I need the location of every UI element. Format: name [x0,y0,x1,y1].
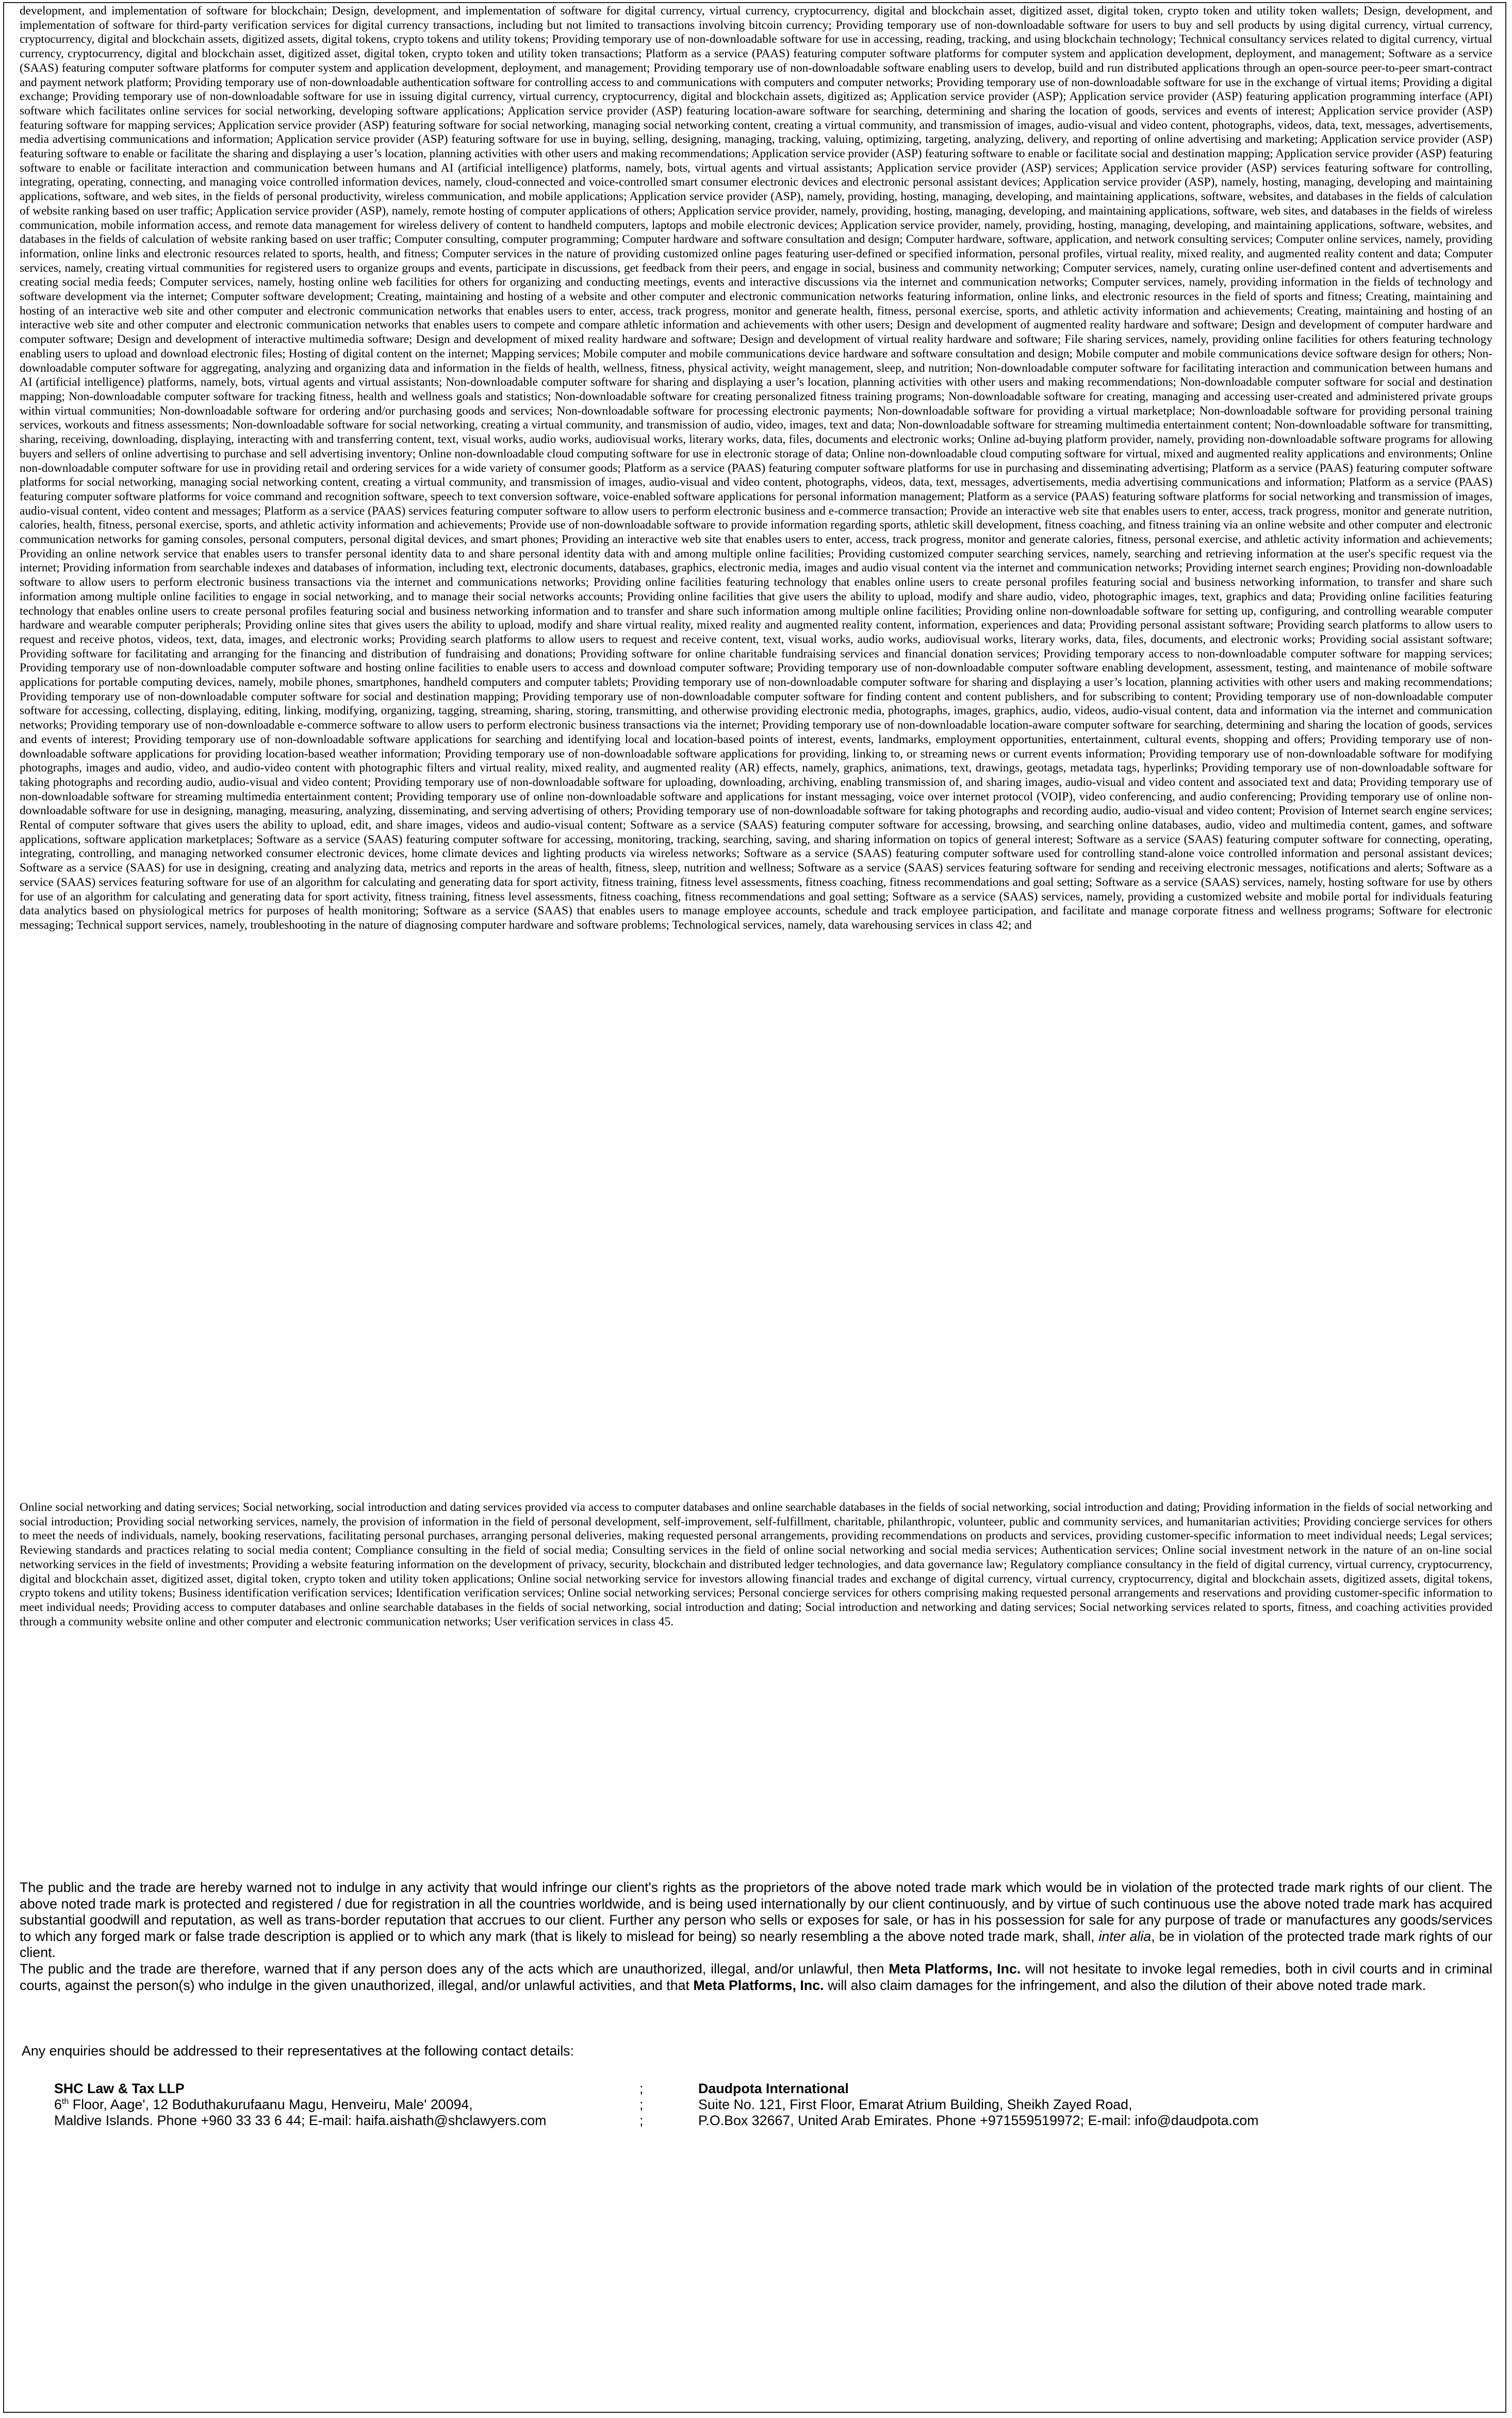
warning-text: The public and the trade are hereby warned not to indulge in any activity that would infringe our client's rights as the proprietors of the above noted trade mark which would be in violation of the protected trade mark rights of our client. The above noted trade mark is protected and registered / due for registration in all the countries worldwide, and is being used internationally by our client continuously, and by virtue of such continuous use the above noted trade mark has acquired substantial goodwill and reputation, as well as trans-border reputation that accrues to our client. Further any person who sells or exposes for sale, or has in his possession for sale for any purpose of trade or manufactures any goods/services to which any forged mark or false trade description is applied or to which any mark (that is likely to mislead for being) so nearly resembling a the above noted trade mark, shall, [20,1880,1492,1944]
separator-mark: ; [639,2113,644,2128]
firm-address-line-2: Maldive Islands. Phone +960 33 33 6 44; E-mail: haifa.aishath@shclawyers.com [54,2113,547,2128]
warning-text-end: will also claim damages for the infringement, and also the dilution of their above noted trade mark. [828,1977,1426,1993]
warning-text-end: , be in violation of the protected trade mark rights of our client. [20,1928,1492,1961]
class-45-services-text: Online social networking and dating services; Social networking, social introduction and dating services provided via access to computer databases and online searchable databases in the fields of social networking, social introduction and dating; Providing information in the fields of social networking and social introduction; Providing social networking services, namely, the provision of information in the field of personal development, self-improvement, self-fulfillment, charitable, philanthropic, volunteer, public and community services, and humanitarian activities; Providing concierge services for others to meet the needs of individuals, namely, booking reservations, facilitating personal purchases, arranging personal deliveries, making requested personal arrangements, providing recommendations on products and services, providing customer-specific information to meet individual needs; Legal services; Reviewing standards and practices relating to social media content; Compliance consulting in the field of social media; Consulting services in the field of online social networking and social media services; Authentication services; Online social investment network in the nature of an on-line social networking services in the field of investments; Providing a website featuring information on the development of privacy, security, blockchain and distributed ledger technologies, and data governance law; Regulatory compliance consultancy in the field of digital currency, virtual currency, cryptocurrency, digital and blockchain asset, digitized asset, digital token, crypto token and utility token applications; Online social networking service for investors allowing financial trades and exchange of digital currency, virtual currency, cryptocurrency, digital and blockchain assets, digitized assets, digital tokens, crypto tokens and utility tokens; Business identification verification services; Identification verification services; Online social networking services; Personal concierge services for others comprising making requested personal arrangements and reservations and providing customer-specific information to meet individual needs; Providing access to computer databases and online searchable databases in the fields of social networking, social introduction and dating; Social introduction and networking and dating services; Social networking services related to sports, fitness, and coaching activities provided through a community website online and other computer and electronic communication networks; User verification services in class 45. [20,1501,1492,1629]
trademark-warning [20,1880,1492,1994]
firm-address-line-2: P.O.Box 32667, United Arab Emirates. Phone +971559519972; E-mail: info@daudpota.com [698,2113,1259,2128]
contact-shc-law [54,2081,546,2129]
warning-paragraph-1 [20,1880,1492,1961]
contact-separator [639,2081,643,2129]
company-name: Meta Platforms, Inc. [693,1977,824,1993]
separator-mark: ; [639,2097,644,2112]
separator-mark: ; [639,2081,644,2096]
firm-name: SHC Law & Tax LLP [54,2081,185,2096]
company-name: Meta Platforms, Inc. [889,1961,1021,1977]
class-42-services-text: development, and implementation of software for blockchain; Design, development, and implementation of software for digital currency, virtual currency, cryptocurrency, digital and blockchain asset, digitized asset, digital token, crypto token and utility token wallets; Design, development, and implementation of software for third-party verification services for digital currency transactions, including but not limited to transactions involving bitcoin currency; Providing temporary use of non-downloadable software for users to buy and sell products by using digital currency, virtual currency, cryptocurrency, digital and blockchain assets, digitized assets, digital tokens, crypto tokens and utility tokens; Providing temporary use of non-downloadable software for use in accessing, reading, tracking, and using blockchain technology; Technical consultancy services related to digital currency, virtual currency, cryptocurrency, digital and blockchain asset, digitized asset, digital token, crypto token and utility token transactions; Platform as a service (PAAS) featuring computer software platforms for computer system and application development, deployment, and management; Software as a service (SAAS) featuring computer software platforms for computer system and application development, deployment, and management; Providing temporary use of non-downloadable software enabling users to develop, build and run distributed applications through an open-source peer-to-peer smart-contract and payment network platform; Providing temporary use of non-downloadable authentication software for controlling access to and communications with computers and computer networks; Providing temporary use of non-downloadable software for use in the exchange of virtual items; Providing a digital exchange; Providing temporary use of non-downloadable software for use in issuing digital currency, virtual currency, cryptocurrency, digital and blockchain assets, digitized as; Application service provider (ASP); Application service provider (ASP) featuring application programming interface (API) software which facilitates online services for social networking, developing software applications; Application service provider (ASP) featuring location-aware software for searching, determining and sharing the location of goods, services and events of interest; Application service provider (ASP) featuring software for mapping services; Application service provider (ASP) featuring software for social networking, managing social networking content, creating a virtual community, and transmission of images, audio-visual and video content, photographs, videos, data, text, messages, advertisements, media advertising communications and information; Application service provider (ASP) featuring software for use in buying, selling, designing, managing, tracking, valuing, optimizing, targeting, analyzing, delivery, and reporting of online advertising and marketing; Application service provider (ASP) featuring software to enable or facilitate the sharing and displaying a user’s location, planning activities with other users and making recommendations; Application service provider (ASP) featuring software to enable or facilitate social and destination mapping; Application service provider (ASP) featuring software to enable or facilitate interaction and communication between humans and AI (artificial intelligence) platforms, namely, bots, virtual agents and virtual assistants; Application service provider (ASP) services; Application service provider (ASP) services featuring software for controlling, integrating, operating, connecting, and managing voice controlled information devices, namely, cloud-connected and voice-controlled smart consumer electronic devices and electronic personal assistant devices; Application service provider (ASP), namely, hosting, managing, developing and maintaining applications, software, and web sites, in the fields of personal productivity, wireless communication, and mobile applications; Application service provider (ASP), namely, providing, hosting, managing, developing, and maintaining applications, software, websites, and databases in the fields of calculation of website ranking based on user traffic; Application service provider (ASP), namely, remote hosting of computer applications of others; Application service provider, namely, providing, hosting, managing, developing, and maintaining applications, software, web sites, and databases in the fields of wireless communication, mobile information access, and remote data management for wireless delivery of content to handheld computers, laptops and mobile electronic devices; Application service provider, namely, providing, hosting, managing, developing, and maintaining applications, software, websites, and databases in the fields of calculation of website ranking based on user traffic; Computer consulting, computer programming; Computer hardware and software consultation and design; Computer hardware, software, application, and network consulting services; Computer online services, namely, providing information, online links and electronic resources related to sports, health, and fitness; Computer services in the nature of providing customized online pages featuring user-defined or specified information, personal profiles, virtual reality, mixed reality, and augmented reality content and data; Computer services, namely, creating virtual communities for registered users to organize groups and events, participate in discussions, get feedback from their peers, and engage in social, business and community networking; Computer services, namely, curating online user-defined content and advertisements and creating social media feeds; Computer services, namely, hosting online web facilities for others for organizing and conducting meetings, events and interactive discussions via the internet and communication networks; Computer services, namely, providing information in the fields of technology and software development via the internet; Computer software development; Creating, maintaining and hosting of a website and other computer and electronic communication networks featuring information, online links, and electronic resources in the field of sports and fitness; Creating, maintaining and hosting of an interactive web site and other computer and electronic communication networks that enables users to enter, access, track progress, monitor and generate health, fitness, personal exercise, sports, and athletic activity information and achievements; Creating, maintaining and hosting of an interactive web site and other computer and electronic communication networks that enables users to compete and compare athletic information and achievements with other users; Design and development of augmented reality hardware and software; Design and development of computer hardware and computer software; Design and development of interactive multimedia software; Design and development of mixed reality hardware and software; Design and development of virtual reality hardware and software; File sharing services, namely, providing online facilities for others featuring technology enabling users to upload and download electronic files; Hosting of digital content on the internet; Mapping services; Mobile computer and mobile communications device hardware and software consultation and design; Mobile computer and mobile communications device software design for others; Non-downloadable computer software for aggregating, analyzing and organizing data and information in the fields of health, wellness, fitness, physical activity, weight management, sleep, and nutrition; Non-downloadable computer software for facilitating interaction and communication between humans and AI (artificial intelligence) platforms, namely, bots, virtual agents and virtual assistants; Non-downloadable computer software for sharing and displaying a user’s location, planning activities with other users and making recommendations; Non-downloadable computer software for social and destination mapping; Non-downloadable computer software for tracking fitness, health and wellness goals and statistics; Non-downloadable software for creating personalized fitness training programs; Non-downloadable software for creating, managing and accessing user-created and administered private groups within virtual communities; Non-downloadable software for ordering and/or purchasing goods and services; Non-downloadable software for processing electronic payments; Non-downloadable software for providing a virtual marketplace; Non-downloadable software for providing personal training services, workouts and fitness assessments; Non-downloadable software for social networking, creating a virtual community, and transmission of audio, video, images, text and data; Non-downloadable software for streaming multimedia entertainment content; Non-downloadable software for transmitting, sharing, receiving, downloading, displaying, interacting with and transferring content, text, visual works, audio works, audiovisual works, literary works, data, files, documents and electronic works; Online ad-buying platform provider, namely, providing non-downloadable software programs for allowing buyers and sellers of online advertising to purchase and sell advertising inventory; Online non-downloadable cloud computing software for use in electronic storage of data; Online non-downloadable cloud computing software for virtual, mixed and augmented reality applications and environments; Online non-downloadable computer software for use in providing retail and ordering services for a wide variety of consumer goods; Platform as a service (PAAS) featuring computer software platforms for use in purchasing and disseminating advertising; Platform as a service (PAAS) featuring computer software platforms for social networking, managing social networking content, creating a virtual community, and transmission of images, audio-visual and video content, photographs, videos, data, text, messages, advertisements, media advertising communications and information; Platform as a service (PAAS) featuring computer software platforms for voice command and recognition software, speech to text conversion software, voice-enabled software applications for personal information management; Platform as a service (PAAS) featuring software platforms for social networking and transmission of images, audio-visual content, video content and messages; Platform as a service (PAAS) services featuring computer software to allow users to perform electronic business and e-commerce transaction; Provide an interactive web site that enables users to enter, access, track progress, monitor and generate nutrition, calories, health, fitness, personal exercise, sports, and athletic activity information and achievements; Provide use of non-downloadable software to provide information regarding sports, athletic skill development, fitness coaching, and fitness training via an online website and other computer and electronic communication networks for gaming consoles, personal computers, personal digital devices, and smart phones; Providing an interactive web site that enables users to enter, access, track progress, monitor and generate calories, fitness, personal exercise, and athletic activity information and achievements; Providing an online network service that enables users to transfer personal identity data to and share personal identity data with and among multiple online facilities; Providing customized computer searching services, namely, searching and retrieving information at the user's specific request via the internet; Providing information from searchable indexes and databases of information, including text, electronic documents, databases, graphics, electronic media, images and audio visual content via the internet and communication networks; Providing internet search engines; Providing non-downloadable software to allow users to perform electronic business transactions via the internet and communications networks; Providing online facilities featuring technology that enables online users to create personal profiles featuring social and business networking information, to transfer and share such information among multiple online facilities to engage in social networking, and to manage their social networks accounts; Providing online facilities that give users the ability to upload, modify and share audio, video, photographic images, text, graphics and data; Providing online facilities featuring technology that enables online users to create personal profiles featuring social and business networking information and to transfer and share such information among multiple online facilities; Providing online non-downloadable software for setting up, configuring, and controlling wearable computer hardware and wearable computer peripherals; Providing online sites that gives users the ability to upload, modify and share virtual reality, mixed reality and augmented reality content, information, experiences and data; Providing personal assistant software; Providing search platforms to allow users to request and receive photos, videos, text, data, images, and electronic works; Providing search platforms to allow users to request and receive content, text, visual works, audio works, audiovisual works, literary works, data, files, documents, and electronic works; Providing social assistant software; Providing software for facilitating and arranging for the financing and distribution of fundraising and donations; Providing software for online charitable fundraising services and financial donation services; Providing temporary access to non-downloadable computer software for mapping services; Providing temporary use of non-downloadable computer software and hosting online facilities to enable users to access and download computer software; Providing temporary use of non-downloadable computer software enabling development, assessment, testing, and maintenance of mobile software applications for portable computing devices, namely, mobile phones, smartphones, handheld computers and computer tablets; Providing temporary use of non-downloadable computer software for sharing and displaying a user’s location, planning activities with other users and making recommendations; Providing temporary use of non-downloadable computer software for social and destination mapping; Providing temporary use of non-downloadable computer software for finding content and content publishers, and for subscribing to content; Providing temporary use of non-downloadable computer software for accessing, collecting, displaying, editing, linking, modifying, organizing, tagging, streaming, sharing, storing, transmitting, and otherwise providing electronic media, photographs, images, graphics, audio, videos, audio-visual content, data and information via the internet and communication networks; Providing temporary use of non-downloadable e-commerce software to allow users to perform electronic business transactions via the internet; Providing temporary use of non-downloadable location-aware computer software for searching, determining and sharing the location of goods, services and events of interest; Providing temporary use of non-downloadable software applications for searching and identifying local and location-based points of interest, events, landmarks, employment opportunities, entertainment, cultural events, shopping and offers; Providing temporary use of non-downloadable software applications for providing location-based weather information; Providing temporary use of non-downloadable software applications for providing, linking to, or streaming news or current events information; Providing temporary use of non-downloadable software for modifying photographs, images and audio, video, and audio-video content with photographic filters and virtual reality, mixed reality, and augmented reality (AR) effects, namely, graphics, animations, text, drawings, geotags, metadata tags, hyperlinks; Providing temporary use of non-downloadable software for taking photographs and recording audio, audio-visual and video content; Providing temporary use of non-downloadable software for uploading, downloading, archiving, enabling transmission of, and sharing images, audio-visual and video content and associated text and data; Providing temporary use of non-downloadable software for streaming multimedia entertainment content; Providing temporary use of online non-downloadable software and applications for instant messaging, voice over internet protocol (VOIP), video conferencing, and audio conferencing; Providing temporary use of online non-downloadable software for use in designing, managing, measuring, analyzing, disseminating, and serving advertising of others; Providing temporary use of non-downloadable software for taking photographs and recording audio, audio-visual and video content; Provision of Internet search engine services; Rental of computer software that gives users the ability to upload, edit, and share images, videos and audio-visual content; Software as a service (SAAS) featuring computer software for accessing, browsing, and searching online databases, audio, video and multimedia content, games, and software applications, software application marketplaces; Software as a service (SAAS) featuring computer software for accessing, monitoring, tracking, searching, saving, and sharing information on topics of general interest; Software as a service (SAAS) featuring computer software for connecting, operating, integrating, controlling, and managing networked consumer electronic devices, home climate devices and lighting products via wireless networks; Software as a service (SAAS) featuring computer software used for controlling stand-alone voice controlled information and personal assistant devices; Software as a service (SAAS) for use in designing, creating and analyzing data, metrics and reports in the areas of health, fitness, sleep, nutrition and wellness; Software as a service (SAAS) services featuring software for sending and receiving electronic messages, notifications and alerts; Software as a service (SAAS) services featuring software for use of an algorithm for calculating and generating data for sport activity, fitness training, fitness level assessments, fitness coaching, fitness recommendations and goal setting; Software as a service (SAAS) services, namely, hosting software for use by others for use of an algorithm for calculating and generating data for sport activity, fitness training, fitness level assessments, fitness coaching, fitness recommendations and goal setting; Software as a service (SAAS) services, namely, providing a customized website and mobile portal for individuals featuring data analytics based on physiological metrics for purposes of health monitoring; Software as a service (SAAS) that enables users to manage employee accounts, schedule and track employee participation, and facilitate and manage corporate fitness and wellness programs; Software for electronic messaging; Technical support services, namely, troubleshooting in the nature of diagnosing computer hardware and software problems; Technological services, namely, data warehousing services in class 42; and [20,4,1492,932]
notice-page [3,2,1506,2413]
enquiries-line: Any enquiries should be addressed to their representatives at the following contact details: [22,2043,574,2059]
inter-alia-text: inter alia [1098,1928,1152,1944]
warning-paragraph-2 [20,1961,1492,1994]
firm-name: Daudpota International [698,2081,849,2096]
warning-text: The public and the trade are therefore, warned that if any person does any of the acts which are unauthorized, illegal, and/or unlawful, then [20,1961,884,1977]
firm-address-line-1: Suite No. 121, First Floor, Emarat Atrium Building, Sheikh Zayed Road, [698,2097,1132,2112]
contact-daudpota [698,2081,1259,2129]
firm-address-line-1: 6th Floor, Aage', 12 Boduthakurufaanu Magu, Henveiru, Male' 20094, [54,2097,473,2112]
warning-text: will not hesitate to invoke legal remedies, both in civil courts and in criminal courts, against the person(s) who indulge in the given unauthorized, illegal, and/or unlawful activities, and that [20,1961,1492,1993]
